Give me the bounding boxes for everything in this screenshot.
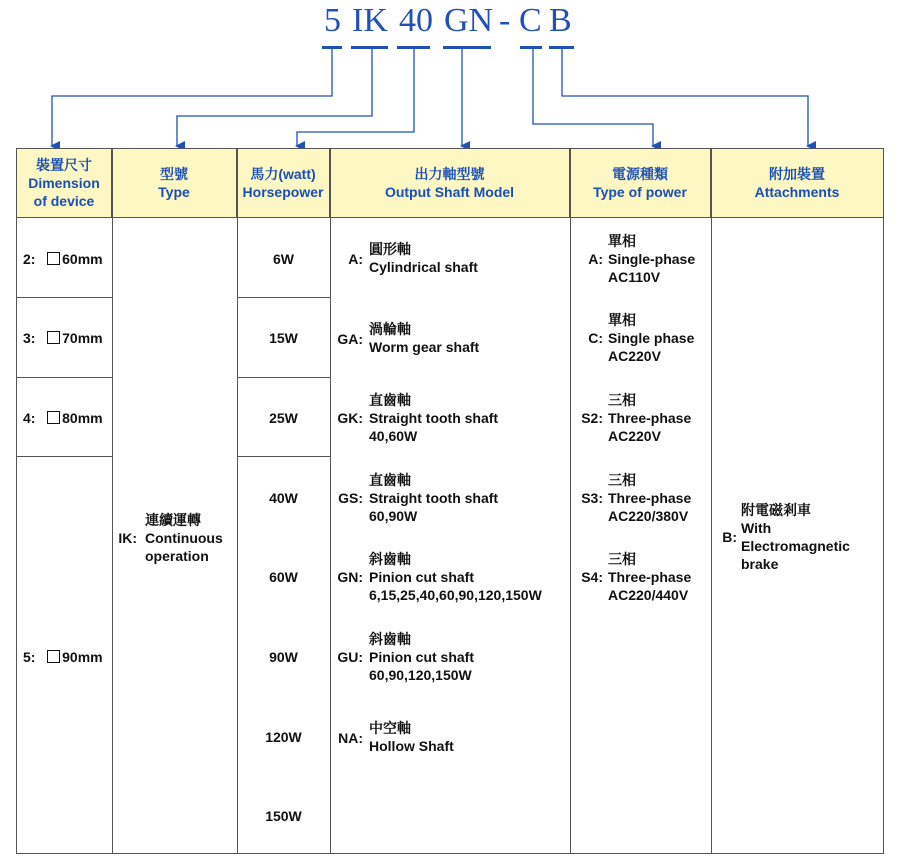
dimension-3 bbox=[23, 329, 103, 347]
header-dimension-zh: 裝置尺寸 bbox=[36, 157, 92, 173]
col-divider bbox=[570, 149, 571, 853]
header-power-zh: 電源種類 bbox=[612, 166, 668, 182]
header-power-en: Type of power bbox=[593, 184, 687, 200]
shaft-code: A: bbox=[348, 251, 363, 267]
header-horsepower-en: Horsepower bbox=[242, 184, 324, 200]
header-type bbox=[112, 149, 237, 217]
dimension-size: 90mm bbox=[62, 649, 103, 665]
shaft-en: Worm gear shaft bbox=[369, 339, 480, 355]
dimension-size: 70mm bbox=[62, 330, 103, 346]
shaft-en: Hollow Shaft bbox=[369, 738, 454, 754]
power-volt: AC110V bbox=[608, 269, 661, 285]
col-divider bbox=[330, 149, 331, 853]
dim-row-divider bbox=[17, 377, 112, 378]
header-type-zh: 型號 bbox=[160, 166, 188, 182]
type-en1: Continuous bbox=[145, 530, 223, 546]
attachment-en3: brake bbox=[741, 556, 779, 572]
square-icon bbox=[47, 411, 60, 424]
horsepower-item: 25W bbox=[269, 410, 298, 426]
attachment-en2: Electromagnetic bbox=[741, 538, 850, 554]
shaft-code: GN: bbox=[337, 569, 363, 585]
attachment-en1: With bbox=[741, 520, 772, 536]
dimension-4 bbox=[23, 409, 103, 427]
shaft-zh: 斜齒軸 bbox=[369, 631, 411, 647]
header-attachments-en: Attachments bbox=[754, 184, 840, 200]
power-a bbox=[573, 232, 709, 286]
shaft-en: Cylindrical shaft bbox=[369, 259, 478, 275]
header-dimension-en1: Dimension bbox=[28, 175, 100, 191]
power-s2 bbox=[573, 391, 709, 445]
attachment-zh: 附電磁剎車 bbox=[741, 502, 811, 518]
shaft-en: Pinion cut shaft bbox=[369, 569, 474, 585]
shaft-en: Straight tooth shaft bbox=[369, 490, 499, 506]
shaft-code: GU: bbox=[337, 649, 363, 665]
shaft-extra: 60,90,120,150W bbox=[369, 667, 472, 683]
header-power bbox=[570, 149, 711, 217]
power-volt: AC220V bbox=[608, 428, 661, 444]
horsepower-item: 6W bbox=[273, 251, 294, 267]
power-c bbox=[573, 311, 709, 365]
code-part-dimension: 5 bbox=[324, 2, 341, 39]
shaft-zh: 中空軸 bbox=[369, 720, 411, 736]
power-en: Single-phase bbox=[608, 251, 696, 267]
attachment-b bbox=[715, 501, 881, 573]
col-divider bbox=[112, 149, 113, 853]
shaft-gs bbox=[335, 471, 567, 525]
power-s3 bbox=[573, 471, 709, 525]
code-part-shaft: GN bbox=[444, 2, 494, 39]
shaft-gn bbox=[335, 550, 567, 604]
power-s4 bbox=[573, 550, 709, 604]
square-icon bbox=[47, 331, 60, 344]
power-en: Single phase bbox=[608, 330, 695, 346]
dimension-size: 60mm bbox=[62, 251, 103, 267]
shaft-gu bbox=[335, 630, 567, 684]
shaft-extra: 6,15,25,40,60,90,120,150W bbox=[369, 587, 542, 603]
type-zh: 連續運轉 bbox=[145, 512, 201, 528]
horsepower-item: 120W bbox=[265, 729, 302, 745]
shaft-extra: 40,60W bbox=[369, 428, 418, 444]
power-en: Three-phase bbox=[608, 410, 692, 426]
power-code: S4: bbox=[581, 569, 603, 585]
type-ik bbox=[117, 511, 235, 567]
dimension-size: 80mm bbox=[62, 410, 103, 426]
horsepower-item: 40W bbox=[269, 490, 298, 506]
dim-row-divider bbox=[17, 297, 112, 298]
shaft-code: GA: bbox=[337, 331, 363, 347]
shaft-extra: 60,90W bbox=[369, 508, 418, 524]
shaft-en: Pinion cut shaft bbox=[369, 649, 474, 665]
header-horsepower-zh: 馬力(watt) bbox=[250, 166, 316, 182]
dimension-code: 2: bbox=[23, 251, 36, 267]
connector-arrows bbox=[0, 0, 900, 150]
model-table bbox=[16, 148, 884, 854]
power-code: S3: bbox=[581, 490, 603, 506]
code-dash: - bbox=[499, 2, 511, 39]
col-divider bbox=[711, 149, 712, 853]
shaft-zh: 斜齒軸 bbox=[369, 551, 411, 567]
horsepower-item: 90W bbox=[269, 649, 298, 665]
power-volt: AC220V bbox=[608, 348, 661, 364]
hp-row-divider bbox=[237, 297, 330, 298]
power-zh: 三相 bbox=[608, 472, 636, 488]
power-zh: 單相 bbox=[608, 233, 636, 249]
code-part-type: IK bbox=[352, 2, 388, 39]
shaft-zh: 渦輪軸 bbox=[369, 321, 411, 337]
dimension-code: 5: bbox=[23, 649, 36, 665]
power-zh: 三相 bbox=[608, 392, 636, 408]
power-code: A: bbox=[588, 251, 603, 267]
shaft-zh: 圓形軸 bbox=[369, 241, 411, 257]
header-horsepower bbox=[237, 149, 330, 217]
dimension-5 bbox=[23, 648, 103, 666]
shaft-gk bbox=[335, 391, 567, 445]
power-code: S2: bbox=[581, 410, 603, 426]
header-type-en: Type bbox=[158, 184, 190, 200]
shaft-zh: 直齒軸 bbox=[369, 392, 411, 408]
hp-row-divider bbox=[237, 456, 330, 457]
horsepower-item: 15W bbox=[269, 330, 298, 346]
square-icon bbox=[47, 650, 60, 663]
power-zh: 三相 bbox=[608, 551, 636, 567]
header-output-shaft bbox=[330, 149, 570, 217]
horsepower-item: 60W bbox=[269, 569, 298, 585]
shaft-code: GK: bbox=[337, 410, 363, 426]
shaft-en: Straight tooth shaft bbox=[369, 410, 499, 426]
hp-row-divider bbox=[237, 377, 330, 378]
power-zh: 單相 bbox=[608, 312, 636, 328]
attachment-code: B: bbox=[722, 529, 737, 545]
square-icon bbox=[47, 252, 60, 265]
shaft-code: NA: bbox=[338, 730, 363, 746]
power-en: Three-phase bbox=[608, 490, 692, 506]
type-code: IK: bbox=[118, 530, 137, 546]
header-shaft-en: Output Shaft Model bbox=[384, 184, 515, 200]
shaft-a bbox=[335, 240, 567, 294]
power-en: Three-phase bbox=[608, 569, 692, 585]
code-part-power: C bbox=[519, 2, 542, 39]
header-dimension bbox=[17, 149, 112, 217]
type-en2: operation bbox=[145, 548, 209, 564]
power-volt: AC220/380V bbox=[608, 508, 689, 524]
header-attachments-zh: 附加裝置 bbox=[769, 166, 825, 182]
horsepower-item: 150W bbox=[265, 808, 302, 824]
code-part-horsepower: 40 bbox=[399, 2, 433, 39]
header-shaft-zh: 出力軸型號 bbox=[414, 166, 485, 182]
shaft-ga bbox=[335, 320, 567, 374]
power-code: C: bbox=[588, 330, 603, 346]
code-part-attachment: B bbox=[549, 2, 572, 39]
dimension-code: 3: bbox=[23, 330, 36, 346]
header-attachments bbox=[711, 149, 883, 217]
power-volt: AC220/440V bbox=[608, 587, 689, 603]
shaft-zh: 直齒軸 bbox=[369, 472, 411, 488]
dimension-code: 4: bbox=[23, 410, 36, 426]
shaft-na bbox=[335, 719, 567, 773]
header-divider bbox=[17, 217, 883, 218]
dim-row-divider bbox=[17, 456, 112, 457]
header-dimension-en2: of device bbox=[33, 193, 95, 209]
dimension-2 bbox=[23, 250, 103, 268]
shaft-code: GS: bbox=[338, 490, 363, 506]
